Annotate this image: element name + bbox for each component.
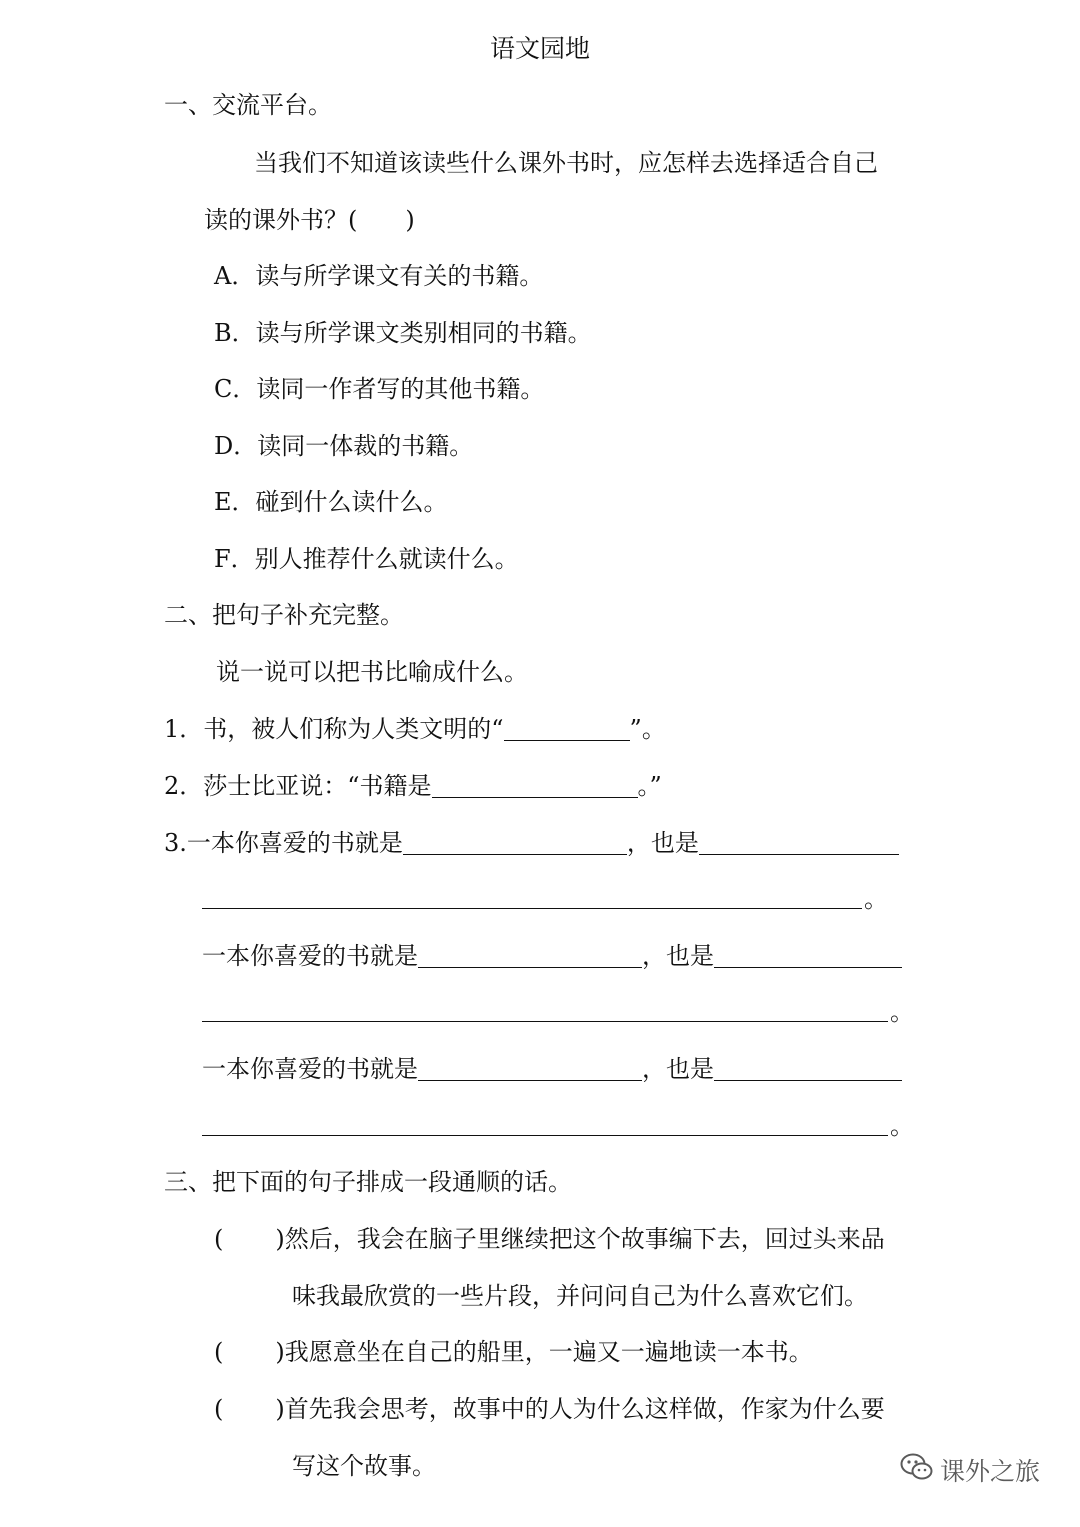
sentence-text: 我愿意坐在自己的船里，一遍又一遍地读一本书。 [284, 1338, 813, 1366]
answer-blank[interactable] [699, 830, 899, 855]
period-mark: 。 [864, 885, 888, 913]
answer-blank[interactable] [432, 773, 638, 798]
fill-item-3-prefix: 一本你喜爱的书就是 [186, 829, 403, 857]
section1-heading: 一、交流平台。 [164, 91, 332, 119]
sentence-text: 然后，我会在脑子里继续把这个故事编下去，回过头来品 [284, 1225, 885, 1253]
section3-heading: 三、把下面的句子排成一段通顺的话。 [164, 1168, 572, 1196]
order-close-paren: ) [275, 1225, 285, 1253]
answer-line[interactable] [202, 1135, 888, 1136]
answer-blank[interactable] [418, 1056, 642, 1081]
page-title: 语文园地 [489, 34, 590, 63]
fill-item-1-suffix: ”。 [629, 715, 666, 743]
order-sentence-1 [214, 1222, 885, 1256]
item-number: 3. [164, 829, 187, 857]
question-text-line1: 当我们不知道该读些什么课外书时，应怎样去选择适合自己 [254, 149, 878, 177]
order-close-paren: ) [275, 1395, 285, 1423]
option-d: D．读同一体裁的书籍。 [214, 432, 474, 460]
fill-item-1-prefix: 1．书，被人们称为人类文明的“ [164, 715, 504, 743]
period-mark: 。 [890, 1112, 914, 1140]
period-mark: 。 [890, 998, 914, 1026]
answer-blank[interactable] [504, 716, 630, 741]
fill-item-3-row3 [202, 1052, 902, 1086]
watermark-text: 课外之旅 [940, 1457, 1041, 1486]
section2-intro: 说一说可以把书比喻成什么。 [216, 658, 528, 686]
order-open-paren: ( [214, 1338, 224, 1366]
answer-blank[interactable] [714, 943, 902, 968]
order-sentence-2 [214, 1335, 813, 1369]
option-f: F．别人推荐什么就读什么。 [214, 545, 519, 573]
fill-item-2 [164, 769, 662, 803]
question-text-line2: 读的课外书？( ) [204, 206, 415, 234]
order-sentence-1-cont: 味我最欣赏的一些片段，并问问自己为什么喜欢它们。 [292, 1282, 868, 1310]
order-open-paren: ( [214, 1225, 224, 1253]
wechat-icon [900, 1452, 934, 1488]
order-sentence-3 [214, 1392, 885, 1426]
fill-item-3-mid: ，也是 [642, 942, 714, 970]
sentence-text: 首先我会思考，故事中的人为什么这样做，作家为什么要 [284, 1395, 885, 1423]
fill-item-3-mid: ，也是 [626, 829, 699, 857]
option-a: A．读与所学课文有关的书籍。 [214, 262, 544, 290]
option-b: B．读与所学课文类别相同的书籍。 [214, 319, 592, 347]
order-sentence-3-cont: 写这个故事。 [292, 1452, 436, 1480]
option-c: C．读同一作者写的其他书籍。 [214, 375, 545, 403]
option-e: E．碰到什么读什么。 [214, 488, 448, 516]
answer-line[interactable] [202, 908, 862, 909]
answer-blank[interactable] [714, 1056, 902, 1081]
fill-item-1 [164, 712, 666, 746]
answer-blank[interactable] [418, 943, 642, 968]
fill-item-3-row2 [202, 939, 902, 973]
fill-item-3-row1 [164, 826, 899, 860]
answer-blank[interactable] [403, 830, 627, 855]
section2-heading: 二、把句子补充完整。 [164, 601, 404, 629]
fill-item-2-prefix: 2．莎士比亚说：“书籍是 [164, 772, 432, 800]
answer-line[interactable] [202, 1021, 888, 1022]
order-close-paren: ) [275, 1338, 285, 1366]
watermark [900, 1452, 1040, 1488]
fill-item-2-suffix: 。” [637, 772, 662, 800]
fill-item-3-prefix: 一本你喜爱的书就是 [202, 1055, 418, 1083]
fill-item-3-prefix: 一本你喜爱的书就是 [202, 942, 418, 970]
fill-item-3-mid: ，也是 [642, 1055, 714, 1083]
order-open-paren: ( [214, 1395, 224, 1423]
